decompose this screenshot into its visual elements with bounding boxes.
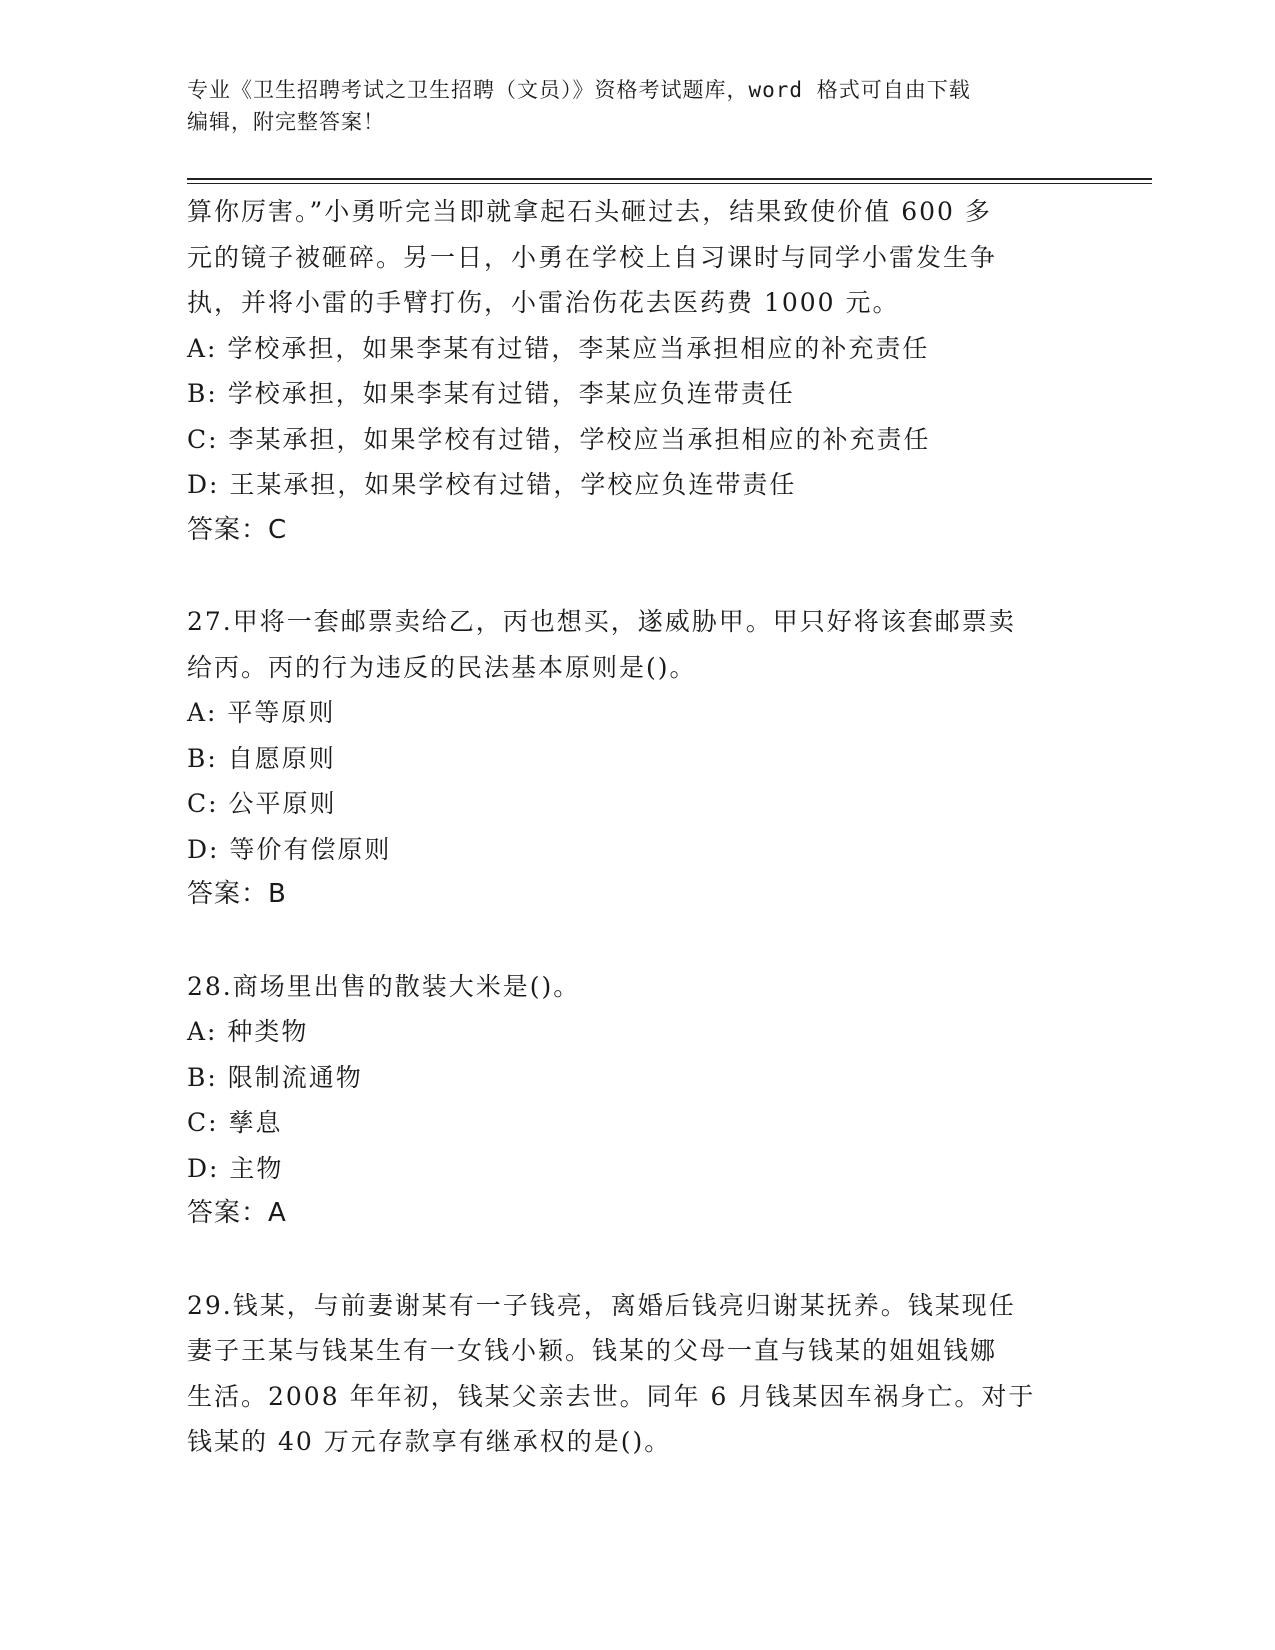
question-stem-line: 29.钱某，与前妻谢某有一子钱亮，离婚后钱亮归谢某抚养。钱某现任: [187, 1290, 1016, 1320]
spacer: [187, 553, 1087, 599]
header-line-2: 编辑，附完整答案！: [187, 110, 385, 134]
option-a: A: 种类物: [187, 1017, 309, 1046]
option-a: A: 学校承担，如果李某有过错，李某应当承担相应的补充责任: [187, 333, 930, 363]
option-a: A: 平等原则: [187, 698, 336, 727]
question-stem-line: 生活。2008 年年初，钱某父亲去世。同年 6 月钱某因车祸身亡。对于: [187, 1381, 1036, 1411]
page-header: [187, 74, 1067, 138]
option-b: B: 学校承担，如果李某有过错，李某应负连带责任: [187, 379, 795, 408]
option-b: B: 限制流通物: [187, 1062, 363, 1092]
question-26: [187, 189, 1087, 553]
question-27: [187, 599, 1087, 918]
option-c: C: 孳息: [187, 1108, 283, 1137]
option-d: D: 王某承担，如果学校有过错，学校应负连带责任: [187, 470, 797, 499]
option-c: C: 李某承担，如果学校有过错，学校应当承担相应的补充责任: [187, 424, 931, 454]
question-stem-line: 元的镜子被砸碎。另一日，小勇在学校上自习课时与同学小雷发生争: [187, 242, 998, 272]
question-stem-line: 给丙。丙的行为违反的民法基本原则是()。: [187, 652, 697, 682]
question-28: [187, 964, 1087, 1237]
answer: 答案：A: [187, 1198, 287, 1228]
question-stem-line: 执，并将小雷的手臂打伤，小雷治伤花去医药费 1000 元。: [187, 288, 900, 317]
question-stem-line: 28.商场里出售的散装大米是()。: [187, 971, 581, 1001]
answer: 答案：C: [187, 514, 288, 545]
option-d: D: 等价有偿原则: [187, 834, 392, 864]
option-b: B: 自愿原则: [187, 743, 336, 773]
question-29: [187, 1283, 1087, 1465]
option-c: C: 公平原则: [187, 789, 337, 818]
option-d: D: 主物: [187, 1153, 284, 1183]
question-stem-line: 27.甲将一套邮票卖给乙，丙也想买，遂威胁甲。甲只好将该套邮票卖: [187, 607, 1016, 636]
header-divider: [187, 178, 1152, 184]
answer: 答案：B: [187, 879, 287, 909]
question-content: [187, 189, 1087, 1465]
header-line-1: 专业《卫生招聘考试之卫生招聘（文员）》资格考试题库，word 格式可自由下载: [187, 78, 971, 102]
question-stem-line: 钱某的 40 万元存款享有继承权的是()。: [187, 1427, 672, 1456]
spacer: [187, 1237, 1087, 1283]
question-stem-line: 算你厉害。”小勇听完当即就拿起石头砸过去，结果致使价值 600 多: [187, 197, 992, 226]
question-stem-line: 妻子王某与钱某生有一女钱小颖。钱某的父母一直与钱某的姐姐钱娜: [187, 1336, 998, 1365]
spacer: [187, 918, 1087, 964]
